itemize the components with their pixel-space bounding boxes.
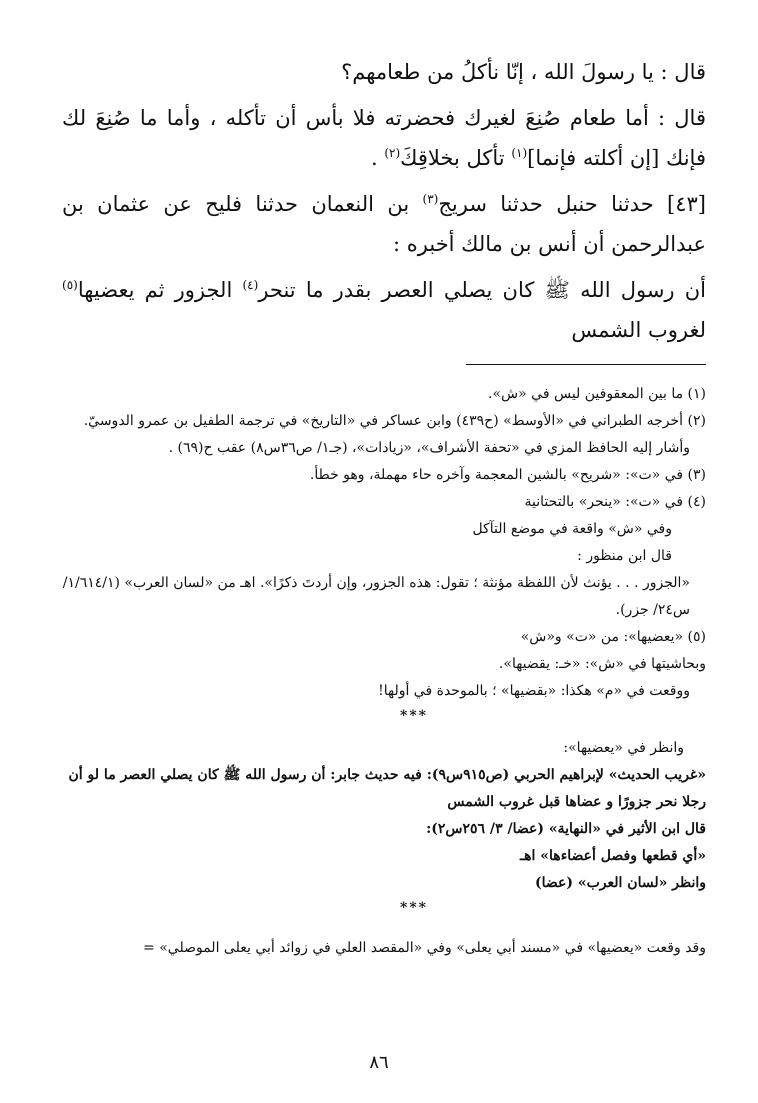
isnad-text-a: حدثنا حنبل حدثنا سريج bbox=[438, 192, 668, 216]
footnote-5-cont-1: وبحاشيتها في «ش»: «خـ: يقضيها». bbox=[498, 656, 706, 672]
page-content bbox=[62, 52, 706, 962]
see-also-gharib: «غريب الحديث» لإبراهيم الحربي (ص٩١٥س٩): فيه حديث جابر: أن رسول الله ﷺ كان يصلي العصر ما لو أن رجلا نحر جزورًا و عضاها قبل غروب الشمس bbox=[68, 767, 706, 810]
footnote-ref-5[interactable]: (٥) bbox=[62, 278, 78, 292]
footnote-4-quote: «الجزور . . . يؤنث لأن اللفظة مؤنثة ؛ تقول: هذه الجزور، وإن أردتَ ذكرًا». اهـ من «لسان العرب» (١/٦١٤/١/ س٢٤/ جزر). bbox=[62, 575, 690, 618]
dialogue-text-2-end: . bbox=[370, 146, 385, 170]
footnote-divider bbox=[466, 364, 706, 365]
footnote-ref-2[interactable]: (٢) bbox=[384, 146, 401, 160]
dialogue-line-2 bbox=[62, 98, 706, 178]
footnote-1: (١) ما بين المعقوفين ليس في «ش». bbox=[488, 386, 706, 402]
see-also-nihaya-quote: «أي قطعها وفصل أعضاءها» اهـ bbox=[520, 848, 706, 864]
footnote-2: (٢) أخرجه الطبراني في «الأوسط» (ح٤٣٩) وابن عساكر في «التاريخ» في ترجمة الطفيل بن عمرو الدوسيّ. bbox=[83, 413, 706, 429]
dialogue-line-1 bbox=[62, 52, 706, 92]
dialogue-text-2-tail: تأكل بخلاقِكَ bbox=[400, 146, 512, 170]
footnote-3: (٣) في «ت»: «شريح» بالشين المعجمة وآخره حاء مهملة، وهو خطأ. bbox=[309, 467, 706, 483]
footnote-4-cont-1: وفي «ش» واقعة في موضع التآكل bbox=[472, 521, 672, 537]
separator-stars-1: *** bbox=[400, 708, 428, 724]
see-also-lisan: وانظر «لسان العرب» (عضا) bbox=[534, 875, 706, 891]
footnote-5: (٥) «يعضيها»: من «ت» و«ش» bbox=[520, 629, 706, 645]
continued-note: وقد وقعت «يعضيها» في «مسند أبي يعلى» وفي «المقصد العلي في زوائد أبي يعلى الموصلي» = bbox=[143, 940, 706, 956]
isnad-text-b: بن النعمان حدثنا فليح عن عثمان بن عبدالرحمن أن أنس بن مالك أخبره : bbox=[62, 192, 706, 256]
spacer bbox=[62, 727, 706, 735]
matn-text-c: لغروب الشمس bbox=[571, 318, 706, 342]
hadith-number: [٤٣] bbox=[667, 192, 706, 216]
separator-stars-2: *** bbox=[400, 900, 428, 916]
page-number: ٨٦ bbox=[369, 1052, 389, 1073]
dialogue-text-2: قال : أما طعام صُنِعَ لغيرك فحضرته فلا بأس أن تأكله ، وأما ما صُنِعَ لك فإنك [إن أكلته فإنما] bbox=[62, 106, 706, 170]
footnote-ref-3[interactable]: (٣) bbox=[422, 192, 439, 206]
dialogue-text-1: قال : يا رسولَ الله ، إنّا نأكلُ من طعامهم؟ bbox=[341, 60, 706, 84]
matn-text-a: أن رسول الله ﷺ كان يصلي العصر بقدر ما تنحر bbox=[258, 278, 707, 302]
footnote-ref-1[interactable]: (١) bbox=[511, 146, 528, 160]
see-also-nihaya: قال ابن الأثير في «النهاية» (عضا/ ٣/ ٢٥٦س٢): bbox=[426, 821, 706, 837]
hadith-matn bbox=[62, 270, 706, 350]
footnote-ref-4[interactable]: (٤) bbox=[242, 278, 259, 292]
footnotes bbox=[62, 381, 706, 962]
footnote-4: (٤) في «ت»: «ينحر» بالتحتانية bbox=[524, 494, 706, 510]
footnote-5-cont-2: ووقعت في «م» هكذا: «بقضيها» ؛ بالموحدة في أولها! bbox=[378, 683, 690, 699]
hadith-isnad bbox=[62, 184, 706, 264]
matn-text-b: الجزور ثم يعضيها bbox=[77, 278, 243, 302]
spacer bbox=[62, 919, 706, 935]
main-text bbox=[62, 52, 706, 350]
footnote-4-cont-2: قال ابن منظور : bbox=[577, 548, 672, 564]
footnote-2-cont: وأشار إليه الحافظ المزي في «تحفة الأشراف»، «زيادات»، (جـ١/ ص٣٦س٨) عقب ح(٦٩) . bbox=[168, 440, 690, 456]
see-also-heading: وانظر في «يعضيها»: bbox=[563, 740, 684, 756]
